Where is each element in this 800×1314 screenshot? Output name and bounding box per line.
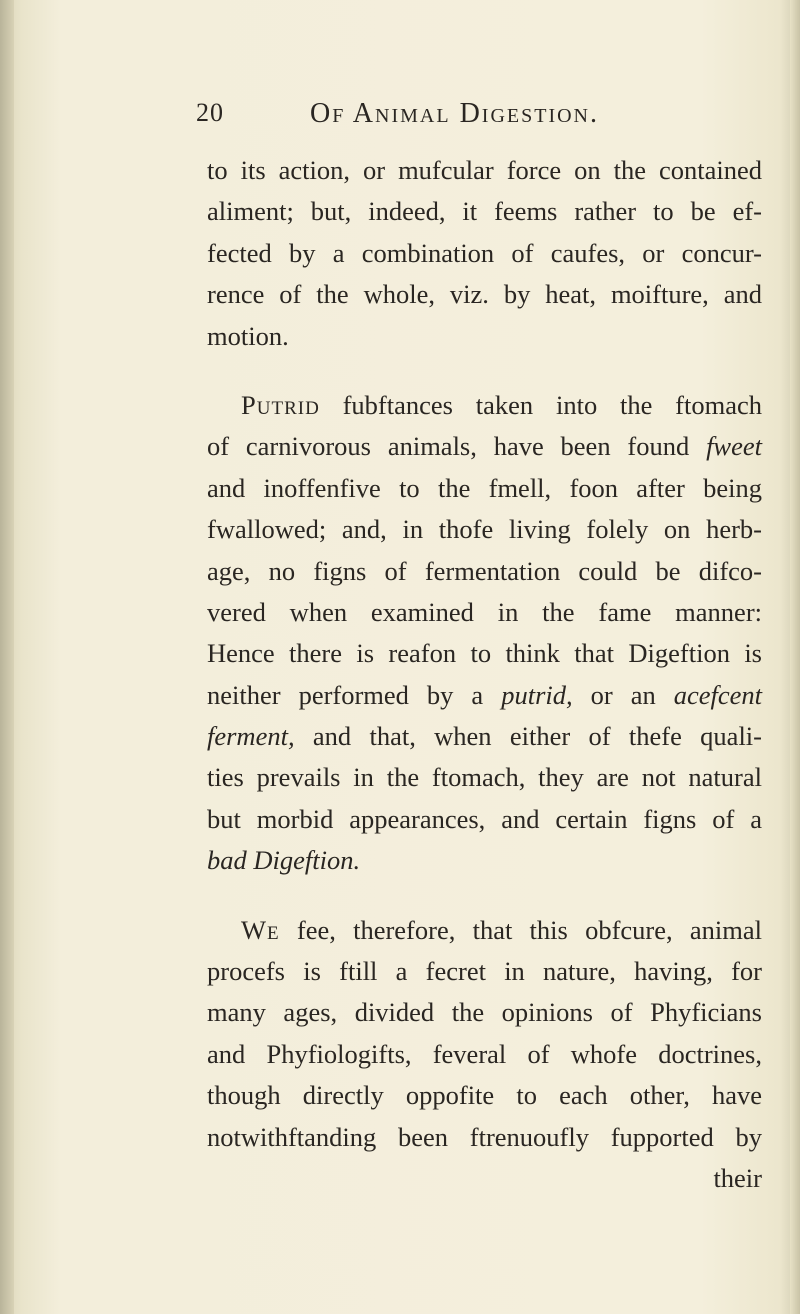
text-line: ties prevails in the ftomach, they are not natural	[207, 762, 762, 793]
paragraph-3	[207, 910, 762, 1200]
text-line: Hence there is reafon to think that Digeftion is	[207, 638, 762, 669]
italic-term: fweet	[706, 431, 762, 462]
body-text	[207, 150, 762, 1199]
text-line: though directly oppofite to each other, have	[207, 1080, 762, 1111]
page-edge	[790, 0, 800, 1314]
text-line: Putrid fubftances taken into the ftomach	[241, 389, 762, 420]
text-line: age, no figns of fermentation could be difco-	[207, 555, 762, 586]
paragraph-lead-word: We	[241, 914, 280, 945]
text-line: to its action, or mufcular force on the contained	[207, 155, 762, 185]
catchword: their	[713, 1162, 762, 1193]
text-line: We fee, therefore, that this obfcure, animal	[241, 914, 762, 945]
italic-term: putrid,	[501, 679, 573, 710]
italic-term: ferment,	[207, 721, 295, 752]
text-line: of carnivorous animals, have been found fweet	[207, 431, 762, 462]
text-line: ferment, and that, when either of thefe quali-	[207, 721, 762, 752]
page-header	[0, 98, 800, 138]
text-line: and inoffenfive to the fmell, foon after being	[207, 472, 762, 503]
paragraph-2	[207, 385, 762, 882]
text-line: motion.	[207, 320, 289, 351]
italic-term: acefcent	[673, 679, 762, 710]
paragraph-lead-word: Putrid	[241, 389, 320, 420]
text-line: procefs is ftill a fecret in nature, having, for	[207, 956, 762, 987]
text-line: but morbid appearances, and certain figns of a	[207, 803, 762, 834]
text-line: rence of the whole, viz. by heat, moifture, and	[207, 279, 762, 310]
text-line: notwithftanding been ftrenuoufly fupported by	[207, 1121, 762, 1152]
page-gutter	[0, 0, 14, 1314]
text-line: fected by a combination of caufes, or concur-	[207, 237, 762, 268]
text-line: many ages, divided the opinions of Phyficians	[207, 997, 762, 1028]
italic-term: bad Digeftion.	[207, 845, 361, 876]
running-title: Of Animal Digestion.	[310, 98, 599, 129]
text-line: and Phyfiologifts, feveral of whofe doctrines,	[207, 1038, 762, 1069]
text-line: vered when examined in the fame manner:	[207, 596, 762, 627]
text-line: aliment; but, indeed, it feems rather to be ef-	[207, 196, 762, 227]
text-line: fwallowed; and, in thofe living folely on herb-	[207, 514, 762, 545]
text-line: neither performed by a putrid, or an acefcent	[207, 679, 762, 710]
page-number: 20	[196, 98, 224, 127]
paragraph-1	[207, 150, 762, 357]
text-line	[207, 840, 762, 881]
